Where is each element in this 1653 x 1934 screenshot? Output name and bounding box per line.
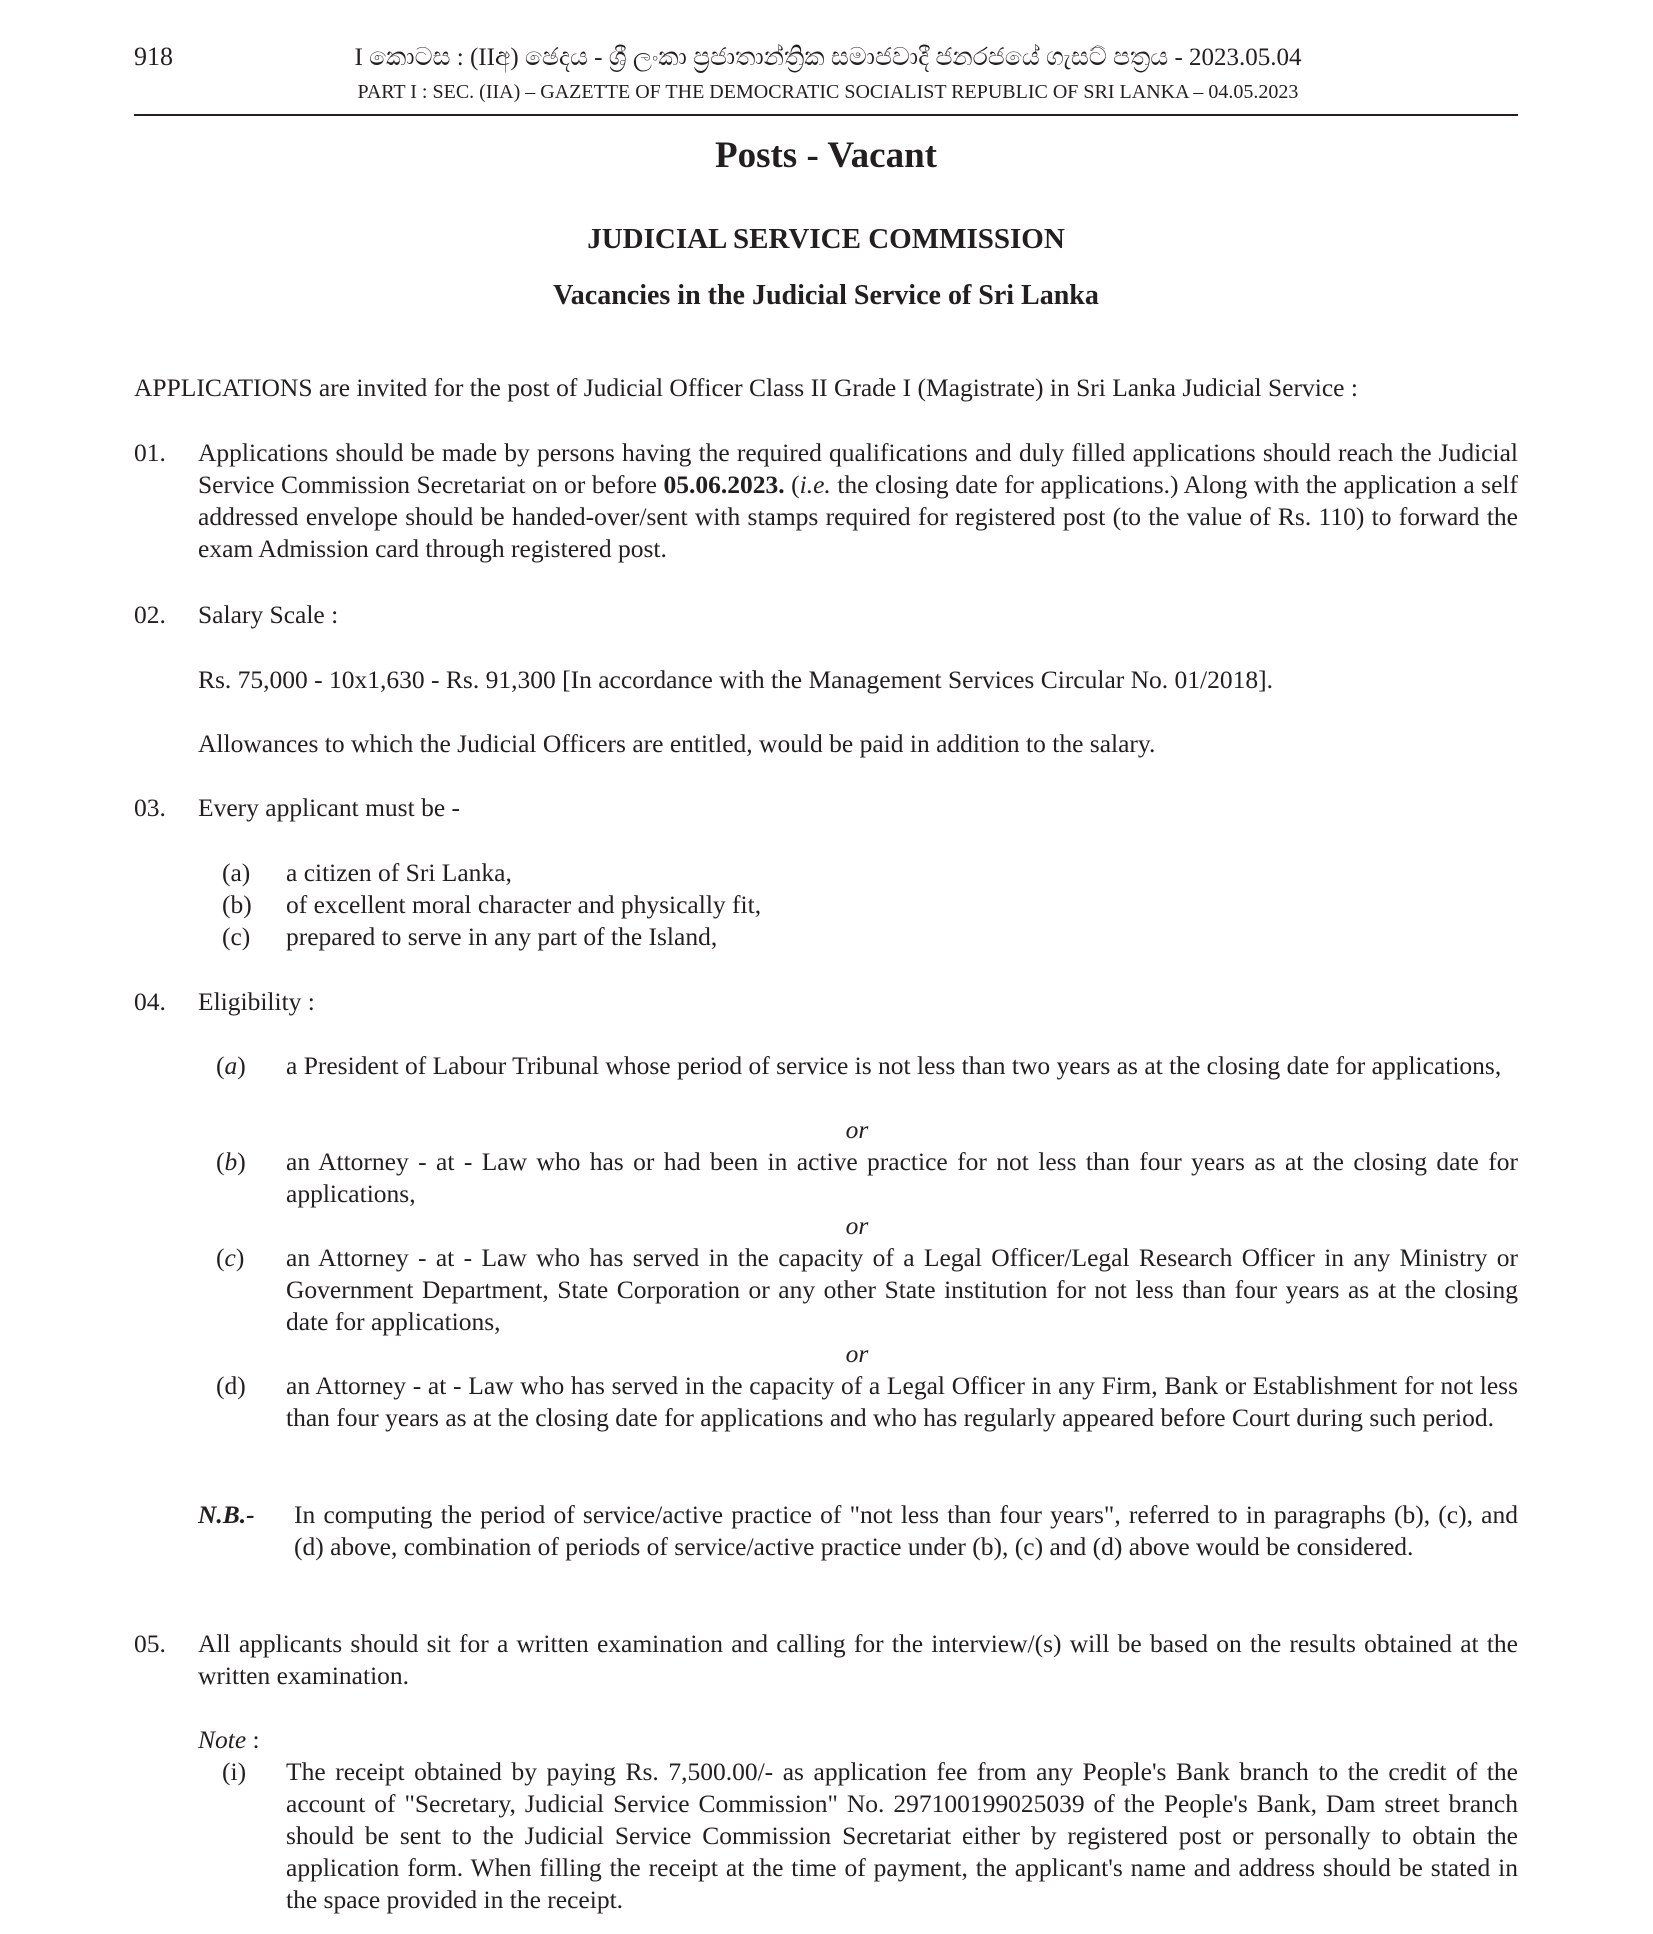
list-item-label: (a) — [222, 858, 251, 887]
list-item: a citizen of Sri Lanka, — [286, 858, 512, 887]
section-number-05: 05. — [134, 1629, 166, 1658]
section-number-01: 01. — [134, 438, 166, 467]
eligibility-item-label: (a) — [216, 1051, 246, 1080]
section-number-03: 03. — [134, 793, 166, 822]
note-item-label: (i) — [222, 1757, 247, 1786]
or-separator: or — [845, 1115, 869, 1144]
eligibility-item: an Attorney - at - Law who has served in the capacity of a Legal Officer/Legal Research Officer in any Ministry or Government Department, State Corporation or any other State institution for not less than four years as at the closing date for applications, — [286, 1243, 1518, 1336]
list-item-label: (c) — [222, 922, 251, 951]
list-item: prepared to serve in any part of the Island, — [286, 922, 718, 951]
eligibility-item: a President of Labour Tribunal whose period of service is not less than two years as at the closing date for applications, — [286, 1051, 1502, 1080]
eligibility-label-a: a — [224, 1051, 238, 1080]
note-label: Note — [198, 1725, 247, 1754]
allowances-text: Allowances to which the Judicial Officers are entitled, would be paid in addition to the salary. — [198, 729, 1156, 758]
section-05-text: All applicants should sit for a written examination and calling for the interview/(s) will be based on the results obtained at the written examination. — [198, 1629, 1518, 1690]
nb-text: In computing the period of service/active practice of "not less than four years", referred to in paragraphs (b), (c), and (d) above, combination of periods of service/active practice under (b), (c) and (d) above would be considered. — [294, 1500, 1518, 1561]
section-number-04: 04. — [134, 987, 166, 1016]
section-01-text-a: Applications should be made by persons having the required qualifications and duly filled applications should reach the Judicial Service Commission Secretariat on or before — [198, 438, 1518, 499]
closing-date: 05.06.2023. — [663, 470, 785, 499]
section-number-02: 02. — [134, 600, 166, 629]
list-item-label: (b) — [222, 890, 252, 919]
organization-heading: JUDICIAL SERVICE COMMISSION — [587, 223, 1065, 255]
eligibility-item-label: (d) — [216, 1371, 246, 1400]
eligibility-label-b: b — [224, 1147, 238, 1176]
section-01-text-b: ( — [784, 470, 800, 499]
note-colon: : — [246, 1725, 260, 1754]
note-heading — [198, 1724, 260, 1756]
list-item: of excellent moral character and physically fit, — [286, 890, 762, 919]
salary-scale: Rs. 75,000 - 10x1,630 - Rs. 91,300 [In accordance with the Management Services Circular No. 01/2018]. — [198, 665, 1274, 694]
salary-heading: Salary Scale : — [198, 600, 339, 629]
eligibility-heading: Eligibility : — [198, 987, 315, 1016]
or-separator: or — [845, 1339, 869, 1368]
section-01-text-c: the closing date for applications.) Along with the application a self addressed envelope should be handed-over/sent with stamps required for registered post (to the value of Rs. 110) to forward the exam Admission card through registered post. — [198, 470, 1518, 563]
subtitle-heading: Vacancies in the Judicial Service of Sri Lanka — [553, 280, 1099, 311]
section-01-text — [198, 437, 1518, 565]
applicant-heading: Every applicant must be - — [198, 793, 460, 822]
page-title: Posts - Vacant — [714, 135, 938, 176]
header-rule — [134, 114, 1518, 116]
eligibility-label-c: c — [224, 1243, 236, 1272]
ie-abbrev: i.e. — [799, 470, 831, 499]
eligibility-item: an Attorney - at - Law who has served in the capacity of a Legal Officer in any Firm, Bank or Establishment for not less than four years as at the closing date for applications and who has regularly appeared before Court during such period. — [286, 1371, 1518, 1432]
note-item-text: The receipt obtained by paying Rs. 7,500.00/- as application fee from any People's Bank branch to the credit of the account of "Secretary, Judicial Service Commission" No. 297100199025039 of the People's Bank, Dam street branch should be sent to the Judicial Service Commission Secretariat either by registered post or personally to obtain the application form. When filling the receipt at the time of payment, the applicant's name and address should be stated in the space provided in the receipt. — [286, 1757, 1518, 1914]
eligibility-item: an Attorney - at - Law who has or had been in active practice for not less than four years as at the closing date for applications, — [286, 1147, 1518, 1208]
header-sinhala: I කොටස : (IIඅ) ඡෙදය - ශ්‍රී ලංකා ප්‍රජාතාන්ත්‍රික සමාජවාදී ජනරජයේ ගැසට් පත්‍රය - 2023.05.04 — [354, 44, 1302, 71]
intro-paragraph: APPLICATIONS are invited for the post of Judicial Officer Class II Grade I (Magistrate) in Sri Lanka Judicial Service : — [134, 373, 1358, 402]
eligibility-item-label: (c) — [216, 1243, 245, 1272]
header-english: PART I : SEC. (IIA) – GAZETTE OF THE DEMOCRATIC SOCIALIST REPUBLIC OF SRI LANKA – 04.05.2023 — [357, 81, 1299, 103]
eligibility-item-label: (b) — [216, 1147, 246, 1176]
page-number: 918 — [134, 42, 173, 71]
or-separator: or — [845, 1211, 869, 1240]
nb-label: N.B.- — [198, 1500, 255, 1529]
